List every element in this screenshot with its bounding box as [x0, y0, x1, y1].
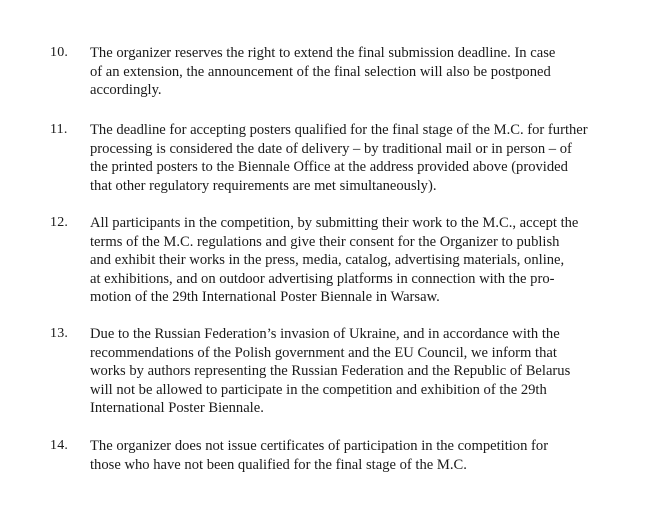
item-number: 12. — [50, 215, 69, 230]
item-number: 13. — [50, 326, 69, 341]
text-line: will not be allowed to participate in the competition and exhibition of the 29th — [90, 381, 547, 398]
text-line: accordingly. — [90, 82, 162, 98]
text-line: the printed posters to the Biennale Office at the address provided above (provided — [90, 159, 568, 175]
item-text — [90, 121, 620, 195]
item-text — [90, 437, 620, 474]
item-text — [90, 214, 620, 307]
text-line: The organizer reserves the right to extend the final submission deadline. In case — [90, 45, 556, 61]
item-text — [90, 44, 620, 100]
text-line: Due to the Russian Federation’s invasion of Ukraine, and in accordance with the — [90, 326, 560, 342]
text-line: and exhibit their works in the press, media, catalog, advertising materials, online, — [90, 252, 565, 268]
text-line: of an extension, the announcement of the final selection will also be postponed — [90, 63, 551, 80]
item-text — [90, 325, 620, 418]
text-line: The organizer does not issue certificates of participation in the competition for — [90, 438, 549, 454]
text-line: terms of the M.C. regulations and give their consent for the Organizer to publish — [90, 233, 560, 250]
text-line: All participants in the competition, by submitting their work to the M.C., accept the — [90, 215, 579, 231]
text-line: International Poster Biennale. — [90, 400, 264, 416]
item-number: 11. — [50, 122, 68, 137]
text-line: those who have not been qualified for the final stage of the M.C. — [90, 456, 467, 473]
text-line: The deadline for accepting posters qualified for the final stage of the M.C. for further — [90, 122, 588, 138]
text-line: at exhibitions, and on outdoor advertising platforms in connection with the pro- — [90, 270, 555, 287]
text-line: processing is considered the date of delivery – by traditional mail or in person – of — [90, 140, 572, 157]
text-line: works by authors representing the Russian Federation and the Republic of Belarus — [90, 363, 571, 379]
text-line: that other regulatory requirements are met simultaneously). — [90, 177, 437, 194]
text-line: recommendations of the Polish government and the EU Council, we inform that — [90, 344, 557, 361]
item-number: 10. — [50, 45, 69, 60]
item-number: 14. — [50, 438, 69, 453]
text-line: motion of the 29th International Poster Biennale in Warsaw. — [90, 289, 440, 305]
